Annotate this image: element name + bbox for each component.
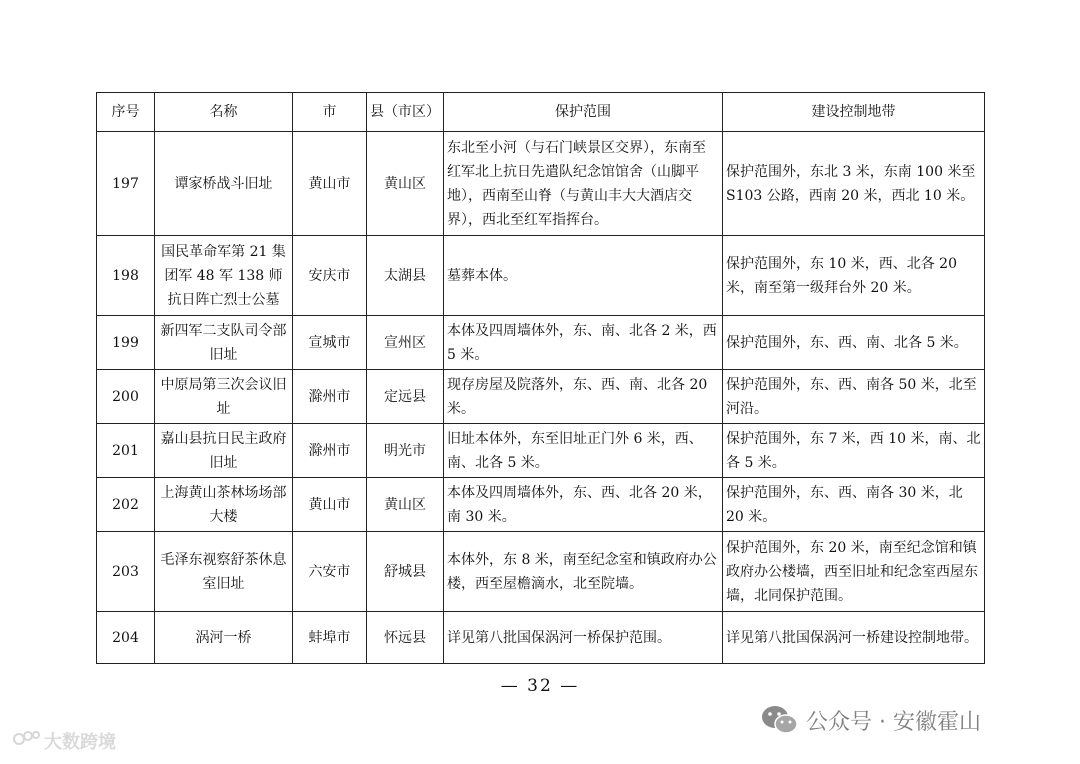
cell-name: 谭家桥战斗旧址 [155,132,293,236]
cell-city: 滁州市 [293,370,367,424]
cell-protection-scope: 东北至小河（与石门峡景区交界），东南至红军北上抗日先遣队纪念馆馆舍（山脚平地），西南至山脊（与黄山丰大大酒店交界），西北至红军指挥台。 [444,132,723,236]
cell-city: 滁州市 [293,424,367,478]
cell-control-zone: 保护范围外，东北 3 米，东南 100 米至 S103 公路，西南 20 米，西北 10 米。 [723,132,985,236]
cell-county: 怀远县 [367,612,444,664]
table-row [97,478,985,532]
cell-protection-scope: 本体及四周墙体外，东、南、北各 2 米，西 5 米。 [444,316,723,370]
table-row [97,612,985,664]
cell-control-zone: 保护范围外，东、西、南、北各 5 米。 [723,316,985,370]
watermark-right [760,703,981,737]
watermark-right-text: 公众号 · 安徽霍山 [806,709,981,735]
cell-city: 六安市 [293,532,367,612]
cell-control-zone: 保护范围外，东、西、南各 30 米，北 20 米。 [723,478,985,532]
table-row [97,132,985,236]
cell-control-zone: 保护范围外，东 20 米，南至纪念馆和镇政府办公楼墙，西至旧址和纪念室西屋东墙，北同保护范围。 [723,532,985,612]
cell-serial: 199 [97,316,155,370]
wechat-icon [760,703,800,737]
cell-serial: 203 [97,532,155,612]
cell-protection-scope: 本体外，东 8 米，南至纪念室和镇政府办公楼，西至屋檐滴水，北至院墙。 [444,532,723,612]
cell-city: 黄山市 [293,478,367,532]
header-county: 县（市区） [367,93,444,132]
cell-control-zone: 详见第八批国保涡河一桥建设控制地带。 [723,612,985,664]
watermark-left-text: 大数跨境 [44,731,116,753]
watermark-logo-icon [12,727,42,754]
cell-county: 黄山区 [367,132,444,236]
cell-name: 中原局第三次会议旧址 [155,370,293,424]
cell-county: 舒城县 [367,532,444,612]
cell-city: 宣城市 [293,316,367,370]
cell-county: 明光市 [367,424,444,478]
cell-county: 定远县 [367,370,444,424]
cell-protection-scope: 墓葬本体。 [444,236,723,316]
cell-serial: 204 [97,612,155,664]
cell-city: 安庆市 [293,236,367,316]
cell-protection-scope: 本体及四周墙体外，东、西、北各 20 米，南 30 米。 [444,478,723,532]
table-header-row [97,93,985,132]
cell-city: 黄山市 [293,132,367,236]
watermark-left [12,727,116,754]
header-control-zone: 建设控制地带 [723,93,985,132]
cell-county: 宣州区 [367,316,444,370]
table-row [97,532,985,612]
cell-name: 国民革命军第 21 集团军 48 军 138 师抗日阵亡烈士公墓 [155,236,293,316]
cell-name: 涡河一桥 [155,612,293,664]
cell-serial: 201 [97,424,155,478]
cell-county: 太湖县 [367,236,444,316]
table-row [97,316,985,370]
cell-name: 新四军二支队司令部旧址 [155,316,293,370]
cell-protection-scope: 旧址本体外，东至旧址正门外 6 米，西、南、北各 5 米。 [444,424,723,478]
cell-county: 黄山区 [367,478,444,532]
cell-serial: 197 [97,132,155,236]
cell-serial: 200 [97,370,155,424]
cell-protection-scope: 详见第八批国保涡河一桥保护范围。 [444,612,723,664]
table-row [97,424,985,478]
cell-name: 毛泽东视察舒茶休息室旧址 [155,532,293,612]
table-row [97,370,985,424]
page-number: — 32 — [500,676,580,696]
header-city: 市 [293,93,367,132]
cell-name: 上海黄山茶林场场部大楼 [155,478,293,532]
cell-name: 嘉山县抗日民主政府旧址 [155,424,293,478]
header-protection-scope: 保护范围 [444,93,723,132]
header-serial: 序号 [97,93,155,132]
cell-serial: 202 [97,478,155,532]
cell-protection-scope: 现存房屋及院落外，东、西、南、北各 20 米。 [444,370,723,424]
table-row [97,236,985,316]
header-name: 名称 [155,93,293,132]
cell-city: 蚌埠市 [293,612,367,664]
cell-control-zone: 保护范围外，东、西、南各 50 米，北至河沿。 [723,370,985,424]
cell-serial: 198 [97,236,155,316]
protection-table [96,92,985,664]
cell-control-zone: 保护范围外，东 10 米，西、北各 20 米，南至第一级拜台外 20 米。 [723,236,985,316]
cell-control-zone: 保护范围外，东 7 米，西 10 米，南、北各 5 米。 [723,424,985,478]
